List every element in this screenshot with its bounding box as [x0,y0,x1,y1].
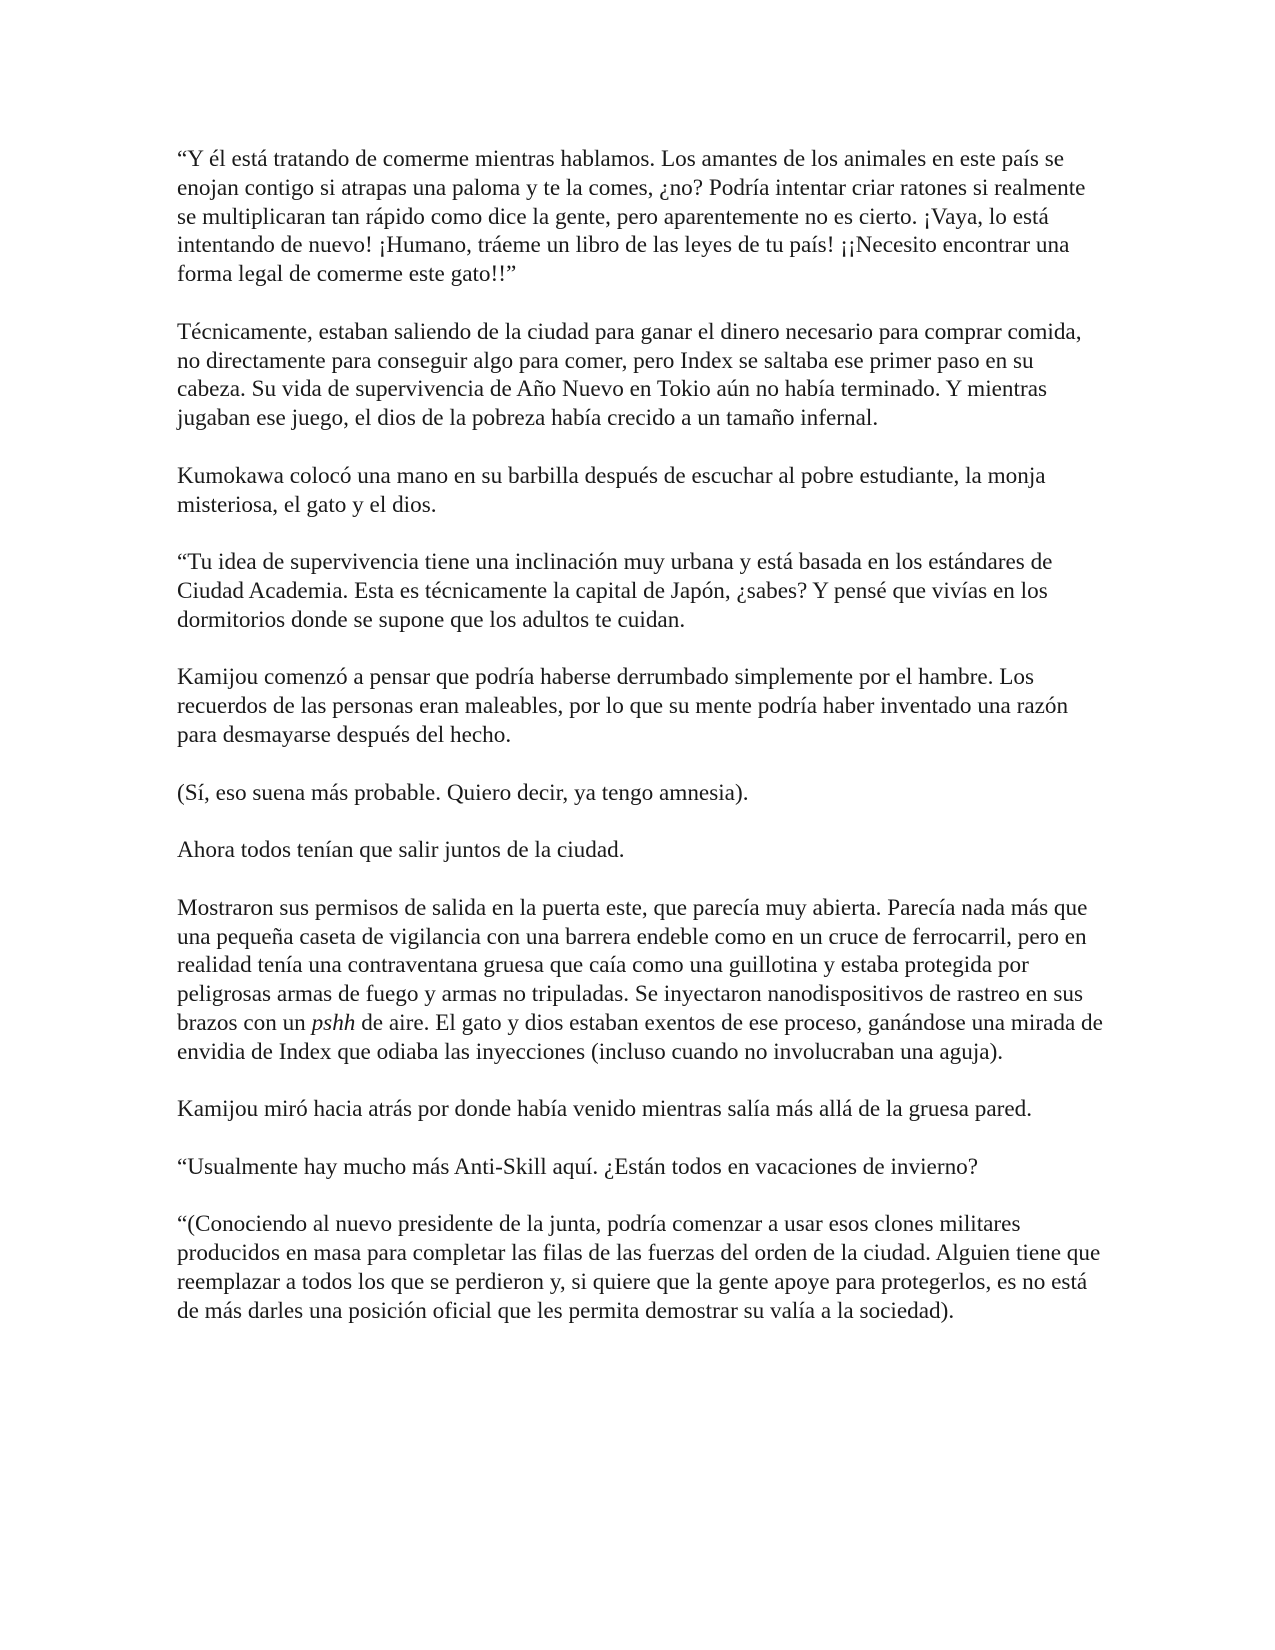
paragraph: Kamijou comenzó a pensar que podría haberse derrumbado simplemente por el hambre. Los recuerdos de las personas eran maleables, por lo que su mente podría haber inventado una razón para desmayarse después del hecho. [177,664,1069,748]
paragraph [177,894,1107,1067]
paragraph: Ahora todos tenían que salir juntos de la ciudad. [177,837,625,864]
body-text [177,145,1107,1354]
paragraph: Kumokawa colocó una mano en su barbilla después de escuchar al pobre estudiante, la monja misteriosa, el gato y el dios. [177,462,1046,518]
paragraph: “Usualmente hay mucho más Anti-Skill aquí. ¿Están todos en vacaciones de invierno? [177,1153,979,1180]
paragraph: (Sí, eso suena más probable. Quiero decir, ya tengo amnesia). [177,779,749,806]
paragraph: Técnicamente, estaban saliendo de la ciudad para ganar el dinero necesario para comprar comida, no directamente para conseguir algo para comer, pero Index se saltaba ese primer paso en su cabeza. Su vida de supervivencia de Año Nuevo en Tokio aún no había terminado. Y mientras jugaban ese juego, el dios de la pobreza había crecido a un tamaño infernal. [177,318,1082,432]
paragraph: Kamijou miró hacia atrás por donde había venido mientras salía más allá de la gruesa pared. [177,1096,1033,1123]
paragraph: “Tu idea de supervivencia tiene una inclinación muy urbana y está basada en los estándares de Ciudad Academia. Esta es técnicamente la capital de Japón, ¿sabes? Y pensé que vivías en los dormitorios donde se supone que los adultos te cuidan. [177,549,1053,633]
paragraph-text: de aire. El gato y dios estaban exentos de ese proceso, ganándose una mirada de envidia de Index que odiaba las inyecciones (incluso cuando no involucraban una aguja). [177,1009,1103,1065]
paragraph-text: Mostraron sus permisos de salida en la puerta este, que parecía muy abierta. Parecía nada más que una pequeña caseta de vigilancia con una barrera endeble como en un cruce de ferrocarril, pero en realidad tenía una contraventana gruesa que caía como una guillotina y estaba protegida por peligrosas armas de fuego y armas no tripuladas. Se inyectaron nanodispositivos de rastreo en sus brazos con un [177,894,1088,1036]
italic-onomatopoeia: pshh [311,1009,356,1036]
paragraph: “(Conociendo al nuevo presidente de la junta, podría comenzar a usar esos clones militares producidos en masa para completar las filas de las fuerzas del orden de la ciudad. Alguien tiene que reemplazar a todos los que se perdieron y, si quiere que la gente apoye para protegerlos, es no está de más darles una posición oficial que les permita demostrar su valía a la sociedad). [177,1211,1101,1324]
paragraph: “Y él está tratando de comerme mientras hablamos. Los amantes de los animales en este país se enojan contigo si atrapas una paloma y te la comes, ¿no? Podría intentar criar ratones si realmente se multiplicaran tan rápido como dice la gente, pero aparentemente no es cierto. ¡Vaya, lo está intentando de nuevo! ¡Humano, tráeme un libro de las leyes de tu país! ¡¡Necesito encontrar una forma legal de comerme este gato!!” [177,146,1086,288]
